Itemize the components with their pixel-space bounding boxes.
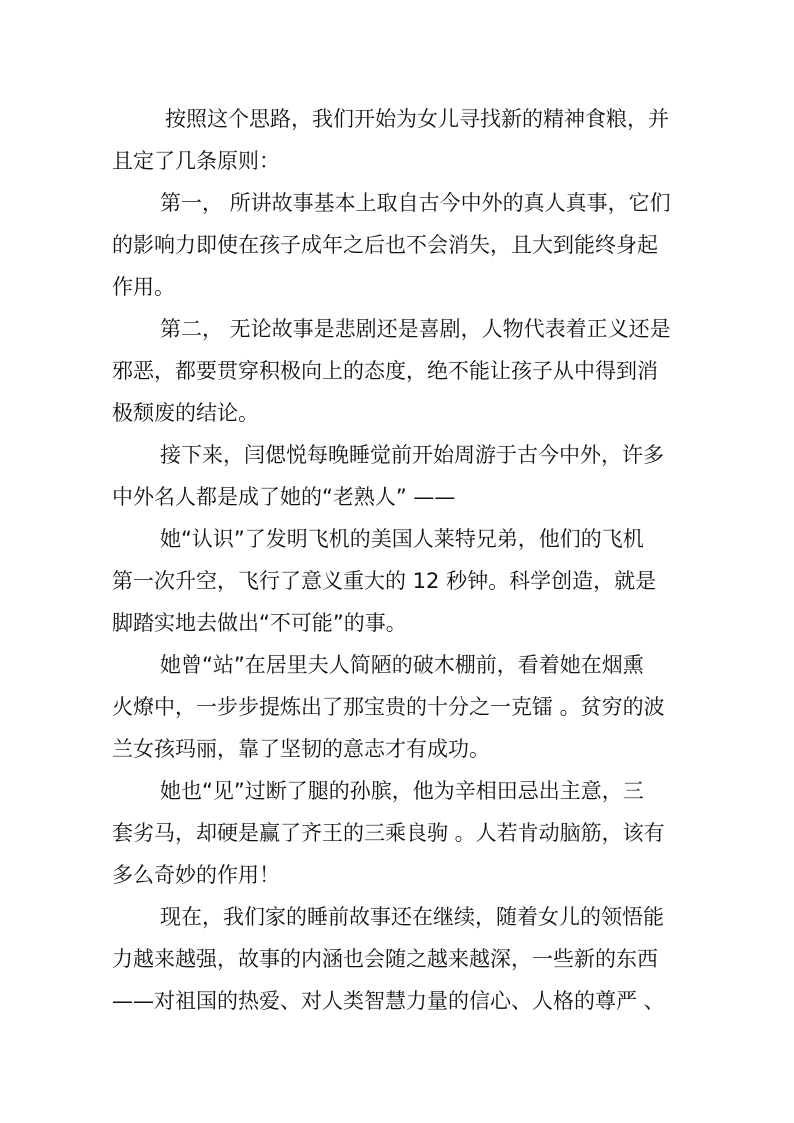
paragraph-line: 按照这个思路，我们开始为女儿寻找新的精神食粮，并: [165, 107, 669, 131]
paragraph-line: 极颓废的结论。: [112, 401, 259, 425]
paragraph-line: 中外名人都是成了她的“老熟人” ——: [112, 485, 456, 509]
paragraph-line: 力越来越强，故事的内涵也会随之越来越深，一些新的东西: [112, 947, 658, 971]
paragraph-line: 作用。: [112, 275, 175, 299]
paragraph-line: 多么奇妙的作用！: [112, 863, 280, 887]
paragraph-line: ——对祖国的热爱、对人类智慧力量的信心、人格的尊严 、: [112, 989, 665, 1013]
paragraph-line: 套劣马，却硬是赢了齐王的三乘良驹 。人若肯动脑筋，该有: [112, 821, 665, 845]
paragraph-line: 第二， 无论故事是悲剧还是喜剧，人物代表着正义还是: [160, 317, 671, 341]
paragraph-line: 火燎中，一步步提炼出了那宝贵的十分之一克镭 。贫穷的波: [112, 695, 665, 719]
paragraph-line: 她“认识”了发明飞机的美国人莱特兄弟，他们的飞机: [160, 527, 644, 551]
paragraph-line: 现在，我们家的睡前故事还在继续，随着女儿的领悟能: [160, 905, 664, 929]
paragraph-line: 邪恶，都要贯穿积极向上的态度，绝不能让孩子从中得到消: [112, 359, 658, 383]
paragraph-line: 脚踏实地去做出“不可能”的事。: [112, 611, 407, 635]
paragraph-line: 且定了几条原则：: [112, 149, 280, 173]
paragraph-line: 的影响力即使在孩子成年之后也不会消失，且大到能终身起: [112, 233, 658, 257]
paragraph-line: 她曾“站”在居里夫人简陋的破木棚前，看着她在烟熏: [160, 653, 644, 677]
paragraph-line: 接下来，闫偲悦每晚睡觉前开始周游于古今中外，许多: [160, 443, 664, 467]
paragraph-line: 第一， 所讲故事基本上取自古今中外的真人真事，它们: [160, 191, 671, 215]
paragraph-line: 第一次升空，飞行了意义重大的 12 秒钟。科学创造，就是: [112, 569, 657, 593]
paragraph-line: 她也“见”过断了腿的孙膑，他为辛相田忌出主意，三: [160, 779, 644, 803]
paragraph-line: 兰女孩玛丽，靠了坚韧的意志才有成功。: [112, 737, 490, 761]
